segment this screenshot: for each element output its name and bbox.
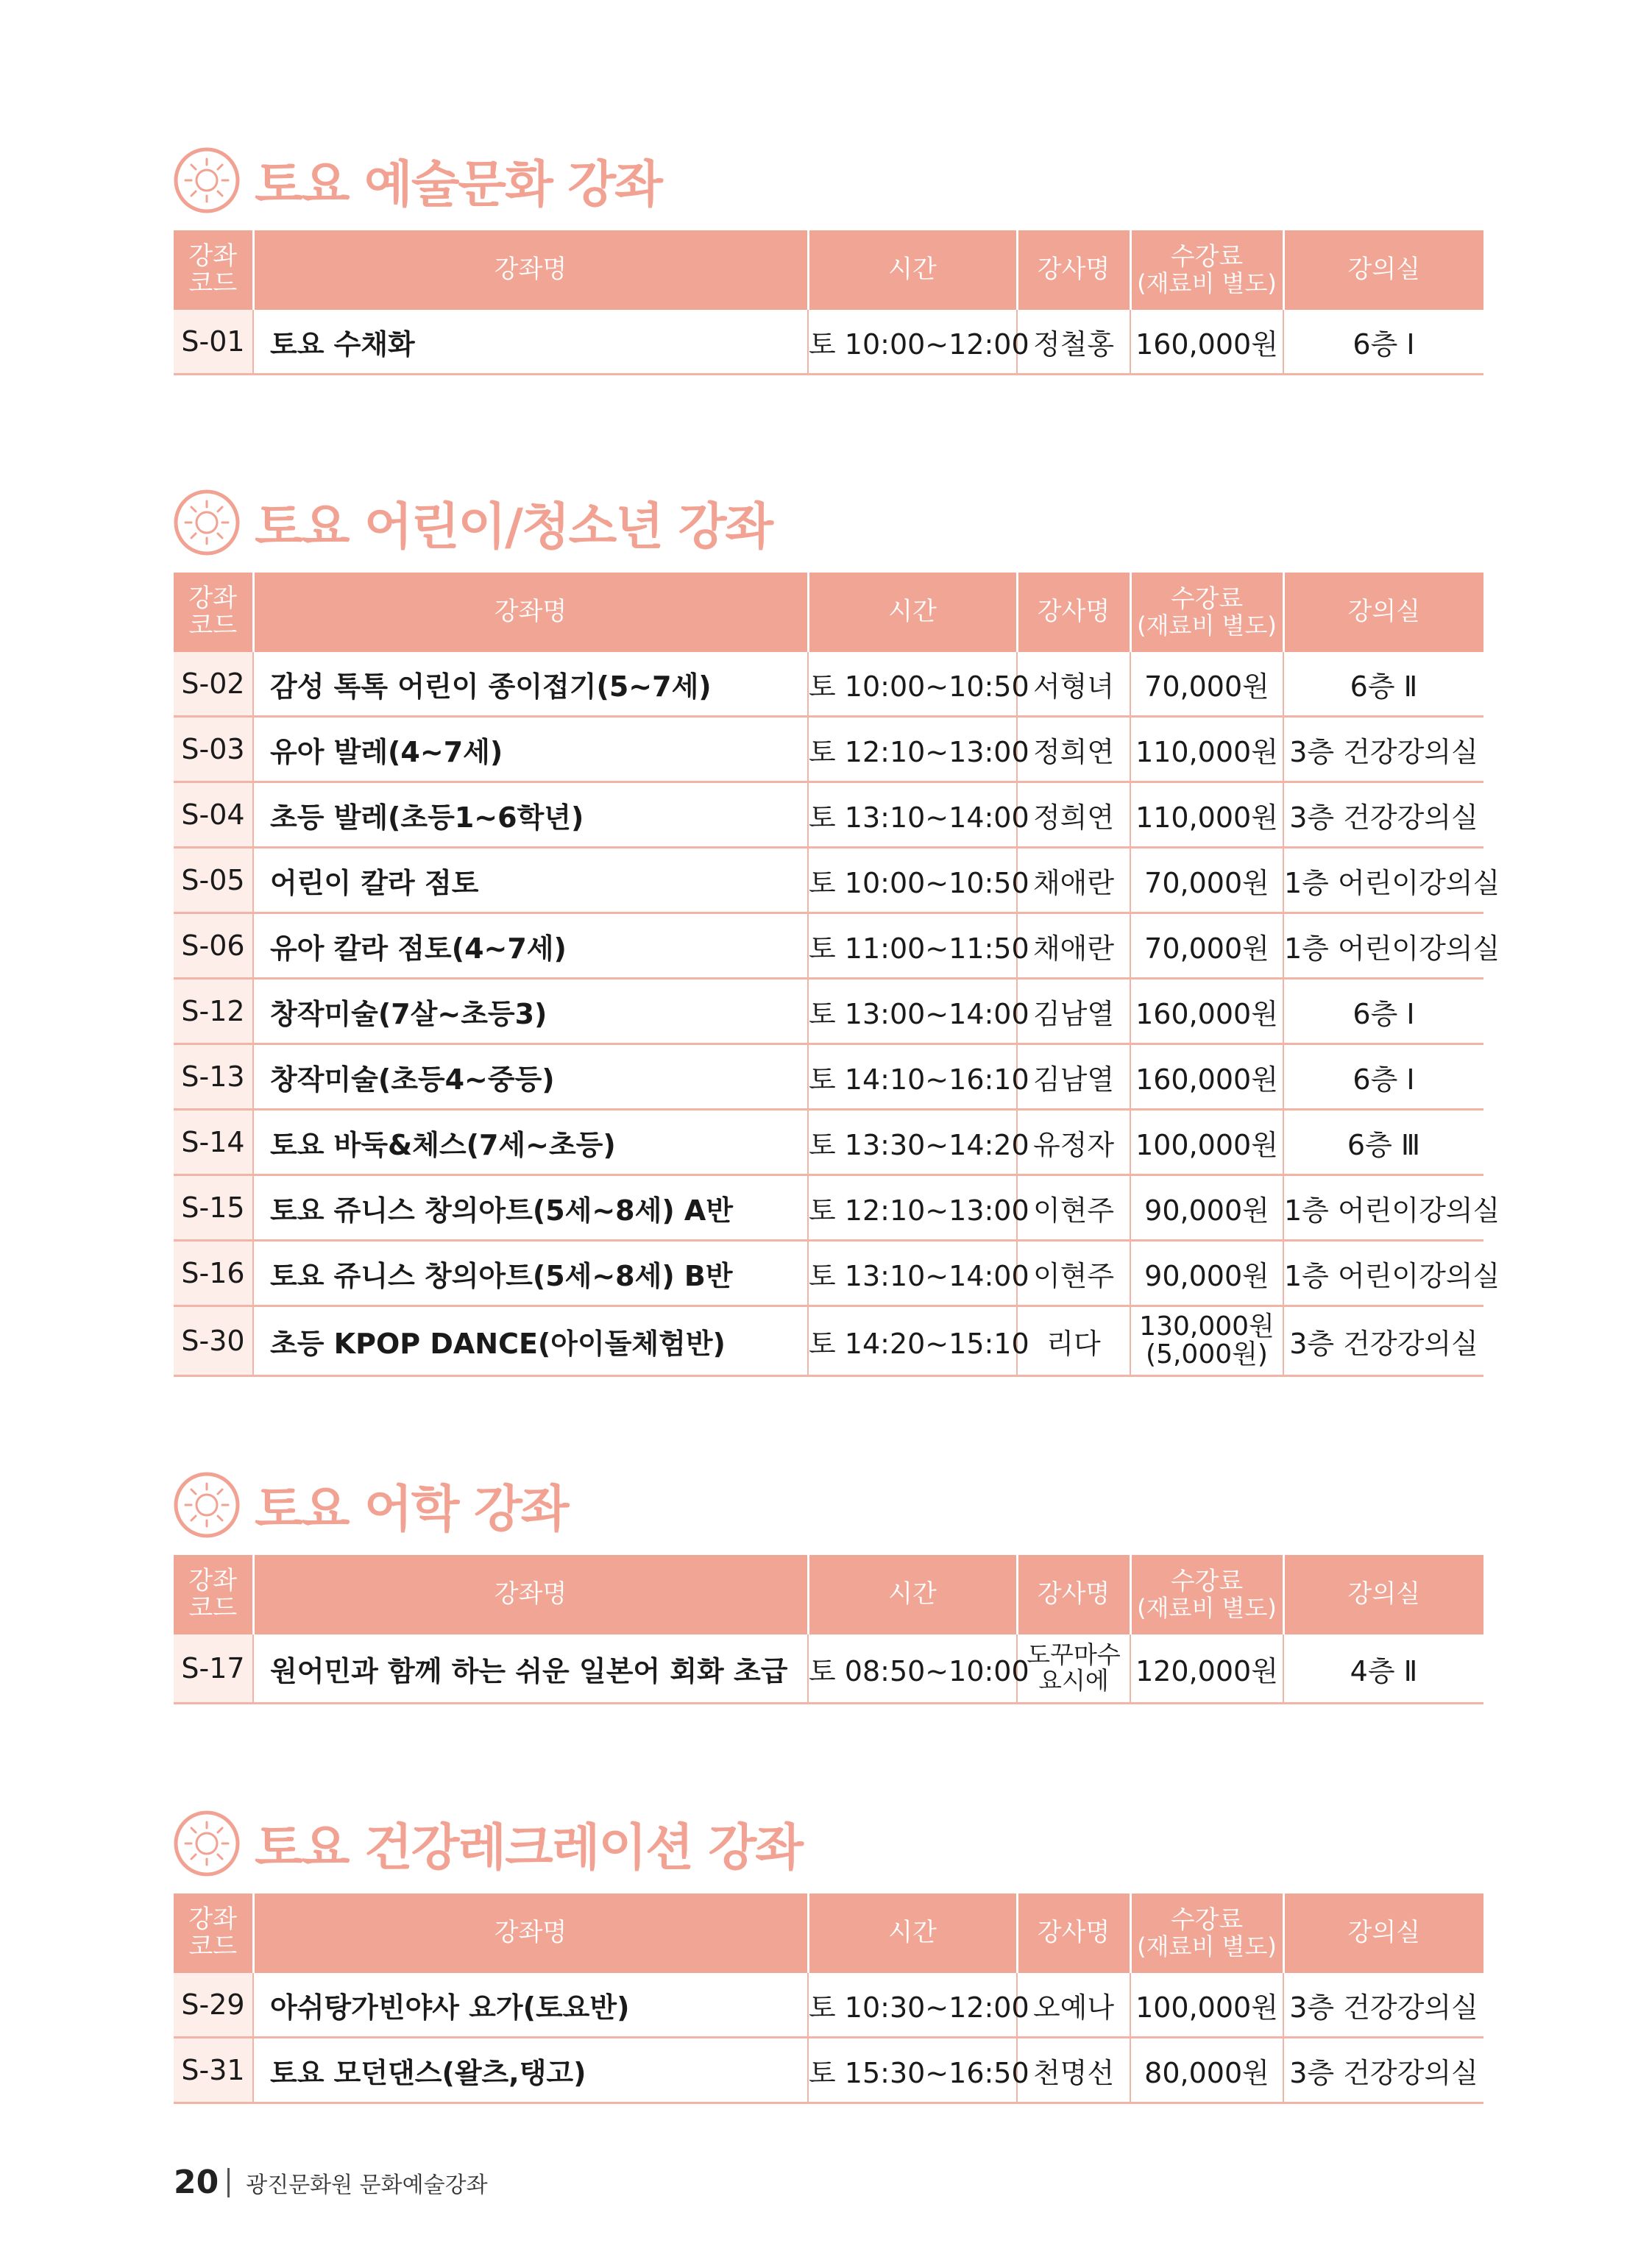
header-room: 강의실 — [1283, 1555, 1483, 1634]
header-code-line2: 코드 — [188, 1932, 238, 1961]
course-teacher: 리다 — [1017, 1306, 1130, 1376]
section-title: 토요 건강레크레이션 강좌 — [255, 1818, 802, 1877]
header-fee-line2: (재료비 별도) — [1137, 612, 1277, 640]
page-number: 20 — [174, 2164, 219, 2201]
course-fee: 110,000원 — [1130, 717, 1283, 782]
sun-icon — [174, 1810, 240, 1877]
course-name: 유아 칼라 점토(4~7세) — [253, 913, 808, 979]
header-fee — [1130, 573, 1283, 652]
course-name: 토요 쥬니스 창의아트(5세~8세) A반 — [253, 1175, 808, 1241]
course-code: S-05 — [174, 848, 253, 913]
header-code — [174, 230, 253, 310]
course-table — [174, 1555, 1483, 1704]
table-row — [174, 1175, 1483, 1241]
header-time: 시간 — [808, 1894, 1017, 1973]
course-code: S-03 — [174, 717, 253, 782]
header-fee-line1: 수강료 — [1170, 241, 1244, 272]
course-name: 초등 발레(초등1~6학년) — [253, 782, 808, 848]
course-fee: 90,000원 — [1130, 1175, 1283, 1241]
header-fee-line1: 수강료 — [1170, 584, 1244, 614]
course-name: 토요 수채화 — [253, 310, 808, 375]
course-fee: 160,000원 — [1130, 1044, 1283, 1110]
table-row — [174, 782, 1483, 848]
course-fee: 110,000원 — [1130, 782, 1283, 848]
course-code: S-01 — [174, 310, 253, 375]
course-teacher: 정희연 — [1017, 717, 1130, 782]
course-fee: 160,000원 — [1130, 979, 1283, 1044]
course-name: 창작미술(7살~초등3) — [253, 979, 808, 1044]
course-teacher: 김남열 — [1017, 1044, 1130, 1110]
course-name: 초등 KPOP DANCE(아이돌체험반) — [253, 1306, 808, 1376]
course-room: 6층 Ⅰ — [1283, 310, 1483, 375]
course-time: 토 10:00~10:50 — [808, 652, 1017, 717]
course-time: 토 14:10~16:10 — [808, 1044, 1017, 1110]
course-code: S-13 — [174, 1044, 253, 1110]
course-section — [174, 1468, 1483, 1704]
table-row — [174, 310, 1483, 375]
course-name: 창작미술(초등4~중등) — [253, 1044, 808, 1110]
table-row — [174, 848, 1483, 913]
section-header — [174, 1468, 1483, 1542]
header-fee — [1130, 1894, 1283, 1973]
section-header — [174, 1807, 1483, 1880]
header-fee-line2: (재료비 별도) — [1137, 269, 1277, 298]
course-name: 토요 쥬니스 창의아트(5세~8세) B반 — [253, 1241, 808, 1306]
course-time: 토 13:30~14:20 — [808, 1110, 1017, 1175]
table-row — [174, 1044, 1483, 1110]
header-code — [174, 573, 253, 652]
sun-icon — [174, 489, 240, 556]
header-code-line1: 강좌 — [188, 583, 238, 613]
course-time: 토 10:00~10:50 — [808, 848, 1017, 913]
course-name: 감성 톡톡 어린이 종이접기(5~7세) — [253, 652, 808, 717]
course-time: 토 15:30~16:50 — [808, 2038, 1017, 2103]
course-room: 6층 Ⅱ — [1283, 652, 1483, 717]
course-room: 6층 Ⅰ — [1283, 979, 1483, 1044]
table-header-row — [174, 1894, 1483, 1973]
teacher-line1: 도꾸마수 — [1027, 1640, 1121, 1670]
course-code: S-02 — [174, 652, 253, 717]
course-code: S-16 — [174, 1241, 253, 1306]
header-teacher: 강사명 — [1017, 230, 1130, 310]
header-fee-line2: (재료비 별도) — [1137, 1594, 1277, 1623]
course-name: 토요 바둑&체스(7세~초등) — [253, 1110, 808, 1175]
header-name: 강좌명 — [253, 1555, 808, 1634]
course-fee: 100,000원 — [1130, 1110, 1283, 1175]
section-header — [174, 144, 1483, 217]
course-room: 1층 어린이강의실 — [1283, 1241, 1483, 1306]
table-row — [174, 717, 1483, 782]
course-table — [174, 573, 1500, 1377]
course-code: S-30 — [174, 1306, 253, 1376]
course-teacher: 오예나 — [1017, 1973, 1130, 2038]
header-code-line1: 강좌 — [188, 241, 238, 271]
header-time: 시간 — [808, 573, 1017, 652]
course-time: 토 11:00~11:50 — [808, 913, 1017, 979]
table-row — [174, 913, 1483, 979]
fee-line2: (5,000원) — [1146, 1339, 1268, 1370]
course-table — [174, 1894, 1483, 2104]
table-row — [174, 1973, 1483, 2038]
course-teacher: 채애란 — [1017, 848, 1130, 913]
course-time: 토 10:30~12:00 — [808, 1973, 1017, 2038]
course-code: S-29 — [174, 1973, 253, 2038]
header-teacher: 강사명 — [1017, 1894, 1130, 1973]
course-code: S-06 — [174, 913, 253, 979]
header-room: 강의실 — [1283, 1894, 1483, 1973]
course-section — [174, 144, 1483, 375]
course-time: 토 08:50~10:00 — [808, 1634, 1017, 1704]
course-time: 토 13:10~14:00 — [808, 782, 1017, 848]
teacher-line2: 요시에 — [1038, 1666, 1109, 1695]
course-time: 토 13:10~14:00 — [808, 1241, 1017, 1306]
course-code: S-31 — [174, 2038, 253, 2103]
course-time: 토 13:00~14:00 — [808, 979, 1017, 1044]
course-fee: 160,000원 — [1130, 310, 1283, 375]
course-room: 1층 어린이강의실 — [1283, 1175, 1483, 1241]
sun-icon — [174, 147, 240, 213]
table-row — [174, 1306, 1483, 1376]
header-fee-line1: 수강료 — [1170, 1566, 1244, 1596]
header-code — [174, 1555, 253, 1634]
header-code-line1: 강좌 — [188, 1904, 238, 1934]
course-fee: 90,000원 — [1130, 1241, 1283, 1306]
header-teacher: 강사명 — [1017, 573, 1130, 652]
header-code-line1: 강좌 — [188, 1565, 238, 1595]
course-code: S-15 — [174, 1175, 253, 1241]
course-fee — [1130, 1306, 1283, 1376]
header-time: 시간 — [808, 1555, 1017, 1634]
footer-text: 광진문화원 문화예술강좌 — [246, 2172, 488, 2198]
course-room: 3층 건강강의실 — [1283, 1973, 1483, 2038]
header-time: 시간 — [808, 230, 1017, 310]
section-title: 토요 어학 강좌 — [255, 1480, 568, 1539]
section-title: 토요 어린이/청소년 강좌 — [255, 497, 773, 556]
course-teacher — [1017, 1634, 1130, 1704]
course-section — [174, 486, 1500, 1377]
course-time: 토 10:00~12:00 — [808, 310, 1017, 375]
course-room: 3층 건강강의실 — [1283, 1306, 1483, 1376]
course-room: 3층 건강강의실 — [1283, 2038, 1483, 2103]
header-name: 강좌명 — [253, 1894, 808, 1973]
course-teacher: 채애란 — [1017, 913, 1130, 979]
header-room: 강의실 — [1283, 230, 1483, 310]
course-room: 6층 Ⅰ — [1283, 1044, 1483, 1110]
course-fee: 80,000원 — [1130, 2038, 1283, 2103]
course-teacher: 서형녀 — [1017, 652, 1130, 717]
course-name: 원어민과 함께 하는 쉬운 일본어 회화 초급 — [253, 1634, 808, 1704]
course-fee: 100,000원 — [1130, 1973, 1283, 2038]
table-header-row — [174, 1555, 1483, 1634]
course-room: 6층 Ⅲ — [1283, 1110, 1483, 1175]
header-code-line2: 코드 — [188, 269, 238, 298]
course-name: 어린이 칼라 점토 — [253, 848, 808, 913]
page-footer — [174, 2164, 488, 2201]
course-code: S-14 — [174, 1110, 253, 1175]
course-room: 1층 어린이강의실 — [1283, 848, 1483, 913]
header-code-line2: 코드 — [188, 1593, 238, 1623]
course-teacher: 이현주 — [1017, 1175, 1130, 1241]
course-name: 유아 발레(4~7세) — [253, 717, 808, 782]
table-row — [174, 1241, 1483, 1306]
table-header-row — [174, 573, 1483, 652]
course-code: S-04 — [174, 782, 253, 848]
course-teacher: 유정자 — [1017, 1110, 1130, 1175]
header-name: 강좌명 — [253, 573, 808, 652]
course-teacher: 정철홍 — [1017, 310, 1130, 375]
course-time: 토 12:10~13:00 — [808, 1175, 1017, 1241]
header-fee — [1130, 1555, 1283, 1634]
header-fee-line2: (재료비 별도) — [1137, 1933, 1277, 1961]
course-table — [174, 230, 1483, 375]
course-name: 토요 모던댄스(왈츠,탱고) — [253, 2038, 808, 2103]
course-teacher: 김남열 — [1017, 979, 1130, 1044]
course-time: 토 12:10~13:00 — [808, 717, 1017, 782]
table-row — [174, 979, 1483, 1044]
course-room: 3층 건강강의실 — [1283, 717, 1483, 782]
course-code: S-12 — [174, 979, 253, 1044]
course-fee: 70,000원 — [1130, 652, 1283, 717]
course-teacher: 이현주 — [1017, 1241, 1130, 1306]
table-row — [174, 2038, 1483, 2103]
course-name: 아쉬탕가빈야사 요가(토요반) — [253, 1973, 808, 2038]
section-header — [174, 486, 1483, 559]
header-code — [174, 1894, 253, 1973]
table-row — [174, 1634, 1483, 1704]
sun-icon — [174, 1472, 240, 1538]
course-time: 토 14:20~15:10 — [808, 1306, 1017, 1376]
header-name: 강좌명 — [253, 230, 808, 310]
course-code: S-17 — [174, 1634, 253, 1704]
header-fee — [1130, 230, 1283, 310]
table-header-row — [174, 230, 1483, 310]
course-section — [174, 1807, 1483, 2104]
footer-divider — [227, 2168, 230, 2197]
fee-line1: 130,000원 — [1139, 1311, 1275, 1342]
course-fee: 70,000원 — [1130, 913, 1283, 979]
course-teacher: 천명선 — [1017, 2038, 1130, 2103]
header-code-line2: 코드 — [188, 611, 238, 640]
section-title: 토요 예술문화 강좌 — [255, 155, 662, 214]
course-fee: 70,000원 — [1130, 848, 1283, 913]
course-teacher: 정희연 — [1017, 782, 1130, 848]
table-row — [174, 1110, 1483, 1175]
course-fee: 120,000원 — [1130, 1634, 1283, 1704]
course-room: 1층 어린이강의실 — [1283, 913, 1483, 979]
course-room: 3층 건강강의실 — [1283, 782, 1483, 848]
header-room: 강의실 — [1283, 573, 1483, 652]
table-row — [174, 652, 1483, 717]
header-teacher: 강사명 — [1017, 1555, 1130, 1634]
header-fee-line1: 수강료 — [1170, 1905, 1244, 1935]
course-room: 4층 Ⅱ — [1283, 1634, 1483, 1704]
